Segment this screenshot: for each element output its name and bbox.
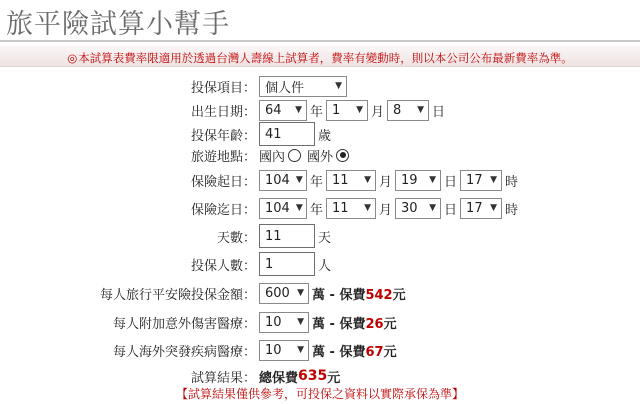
end-year-value: 104: [265, 200, 290, 216]
age-label: 投保年齡：: [190, 128, 256, 144]
end-month-value: 11: [332, 200, 349, 216]
end-hour-value: 17: [466, 200, 483, 216]
start-month-select[interactable]: [326, 170, 376, 191]
coverage-unit-text: 萬: [312, 287, 326, 303]
row-illness: [0, 338, 640, 362]
row-location: [0, 143, 640, 167]
persons-label: 投保人數：: [190, 258, 256, 274]
end-year-unit: 年: [310, 202, 324, 218]
location-overseas-radio[interactable]: [336, 149, 349, 162]
start-year-select[interactable]: [259, 170, 307, 191]
chevron-down-icon: ▼: [297, 288, 304, 298]
result-label: 試算結果：: [190, 370, 256, 386]
coverage-value: 600: [265, 285, 290, 301]
chevron-down-icon: ▼: [417, 105, 425, 115]
injury-fee: 26: [365, 316, 384, 332]
result-total: 635: [298, 368, 328, 384]
notice-mark-icon: ◎: [67, 51, 78, 65]
birth-year-value: 64: [265, 102, 282, 118]
chevron-down-icon: ▼: [295, 175, 303, 185]
illness-select[interactable]: [259, 340, 309, 361]
illness-fee: 67: [365, 344, 384, 360]
birth-year-select[interactable]: [259, 100, 307, 121]
coverage-label: 每人旅行平安險投保金額：: [99, 287, 256, 303]
start-year-unit: 年: [310, 174, 324, 190]
age-input[interactable]: 41: [259, 122, 315, 146]
row-days: [0, 224, 640, 248]
location-overseas-label: 國外: [307, 149, 334, 165]
start-hour-select[interactable]: [460, 170, 502, 191]
injury-fee-prefix: - 保費: [329, 316, 366, 332]
location-domestic-label: 國內: [259, 149, 286, 165]
birth-day-unit: 日: [432, 104, 446, 120]
chevron-down-icon: ▼: [297, 345, 304, 355]
location-domestic-radio[interactable]: [288, 149, 301, 162]
end-date-label: 保險迄日：: [190, 202, 256, 218]
birth-year-unit: 年: [310, 104, 324, 120]
coverage-fee: 542: [365, 287, 393, 303]
coverage-unit: [312, 284, 406, 303]
birth-month-value: 1: [332, 102, 341, 118]
illness-fee-unit: 元: [383, 344, 397, 360]
persons-input[interactable]: 1: [259, 252, 315, 276]
row-injury: [0, 310, 640, 334]
chevron-down-icon: ▼: [335, 81, 342, 91]
birth-month-unit: 月: [371, 104, 385, 120]
injury-label: 每人附加意外傷害醫療：: [112, 316, 256, 332]
row-coverage: [0, 281, 640, 305]
title-divider: [0, 40, 640, 42]
end-month-unit: 月: [379, 202, 393, 218]
location-label: 旅遊地點：: [190, 149, 256, 165]
birth-date-label: 出生日期：: [190, 104, 256, 120]
start-month-unit: 月: [379, 174, 393, 190]
birth-month-select[interactable]: [326, 100, 368, 121]
illness-unit-text: 萬: [312, 344, 326, 360]
chevron-down-icon: ▼: [295, 203, 303, 213]
illness-label: 每人海外突發疾病醫療：: [112, 344, 256, 360]
chevron-down-icon: ▼: [429, 175, 437, 185]
start-hour-unit: 時: [505, 174, 519, 190]
age-unit: 歲: [318, 128, 332, 144]
result-unit: 元: [327, 370, 341, 386]
coverage-fee-prefix: - 保費: [329, 287, 366, 303]
persons-unit: 人: [318, 258, 332, 274]
chevron-down-icon: ▼: [490, 175, 498, 185]
row-birth-date: [0, 98, 640, 122]
chevron-down-icon: ▼: [429, 203, 437, 213]
start-day-unit: 日: [444, 174, 458, 190]
end-day-unit: 日: [444, 202, 458, 218]
chevron-down-icon: ▼: [364, 203, 372, 213]
end-month-select[interactable]: [326, 198, 376, 219]
days-input[interactable]: 11: [259, 224, 315, 248]
injury-unit-text: 萬: [312, 316, 326, 332]
result-prefix: 總保費: [259, 370, 299, 386]
insured-item-value: 個人件: [265, 80, 305, 96]
end-year-select[interactable]: [259, 198, 307, 219]
injury-unit: [312, 313, 397, 332]
injury-value: 10: [265, 314, 282, 330]
chevron-down-icon: ▼: [490, 203, 498, 213]
birth-day-value: 8: [393, 102, 402, 118]
illness-unit: [312, 341, 397, 360]
start-date-label: 保險起日：: [190, 174, 256, 190]
row-start-date: [0, 168, 640, 192]
start-year-value: 104: [265, 172, 290, 188]
days-label: 天數：: [216, 230, 256, 246]
insured-item-label: 投保項目：: [190, 80, 256, 96]
end-day-value: 30: [401, 200, 418, 216]
row-persons: [0, 252, 640, 276]
row-end-date: [0, 196, 640, 220]
end-hour-unit: 時: [505, 202, 519, 218]
coverage-select[interactable]: [259, 283, 309, 304]
rate-notice: [0, 50, 640, 66]
days-unit: 天: [318, 230, 332, 246]
birth-day-select[interactable]: [387, 100, 429, 121]
end-day-select[interactable]: [395, 198, 441, 219]
injury-fee-unit: 元: [383, 316, 397, 332]
notice-text: 本試算表費率限適用於透過台灣人壽線上試算者，費率有變動時，則以本公司公布最新費率為準。: [78, 51, 573, 65]
end-hour-select[interactable]: [460, 198, 502, 219]
illness-value: 10: [265, 342, 282, 358]
start-day-select[interactable]: [395, 170, 441, 191]
start-day-value: 19: [401, 172, 418, 188]
chevron-down-icon: ▼: [295, 105, 302, 115]
insured-item-select[interactable]: [259, 76, 347, 97]
illness-fee-prefix: - 保費: [329, 344, 366, 360]
coverage-fee-unit: 元: [392, 287, 406, 303]
start-month-value: 11: [332, 172, 349, 188]
chevron-down-icon: ▼: [364, 175, 372, 185]
injury-select[interactable]: [259, 312, 309, 333]
page-title: 旅平險試算小幫手: [6, 9, 230, 40]
row-insured-item: [0, 74, 640, 98]
start-hour-value: 17: [466, 172, 483, 188]
chevron-down-icon: ▼: [297, 317, 304, 327]
disclaimer: 【試算結果僅供參考，可投保之資料以實際承保為準】: [175, 387, 464, 401]
chevron-down-icon: ▼: [356, 105, 364, 115]
